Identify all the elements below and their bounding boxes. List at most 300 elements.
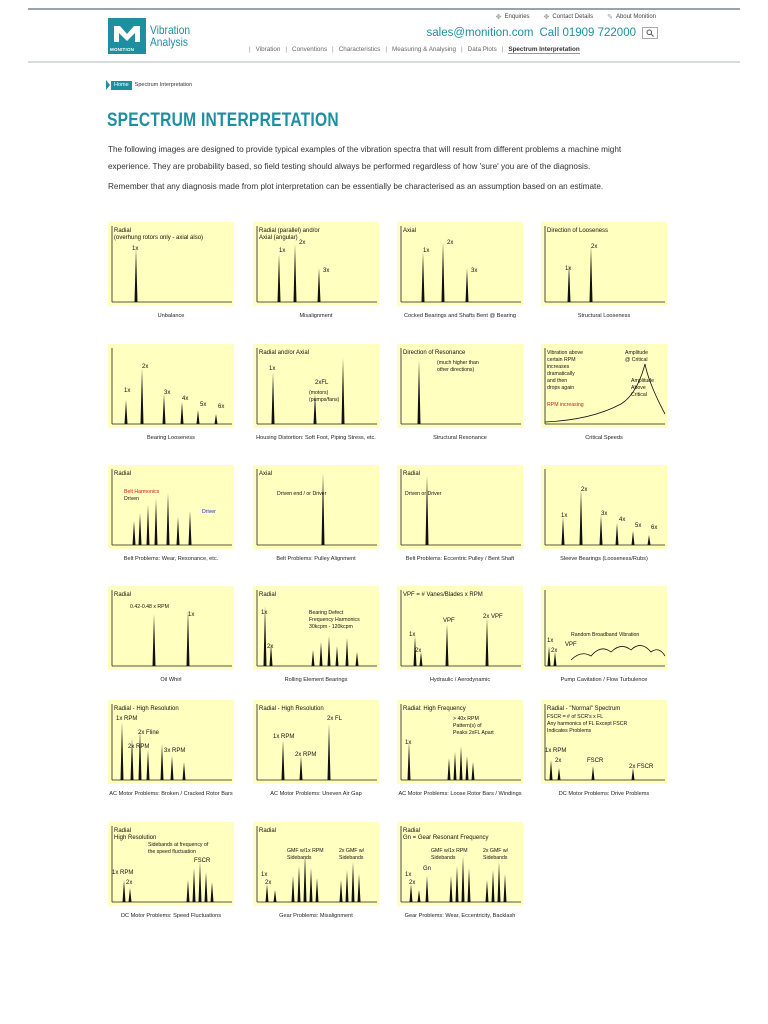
spectrum-peak (336, 646, 339, 666)
spectrum-plot-svg (108, 700, 234, 784)
spectrum-plot (253, 344, 379, 428)
peak-label: 2x (551, 648, 558, 654)
spectrum-plot (397, 222, 523, 306)
spectrum-plot (108, 344, 234, 428)
spectrum-peak (418, 890, 421, 902)
spectrum-peak (205, 872, 208, 902)
spectrum-caption: Oil Whirl (160, 677, 182, 683)
utility-links (496, 13, 656, 21)
plot-title: Gn = Gear Resonant Frequency (403, 835, 489, 841)
plot-annotation: Sidebands at frequency of (148, 842, 209, 848)
plot-annotation: and then (547, 378, 568, 384)
spectrum-peak (320, 642, 323, 666)
peak-label: 2x (591, 244, 598, 250)
spectrum-card-hydraulic-aerodynamic[interactable] (397, 586, 523, 684)
spectrum-plot-svg (108, 222, 234, 306)
peak-label: 2x (267, 644, 274, 650)
spectrum-peak (266, 884, 269, 902)
plot-annotation: Pattern(s) of (453, 723, 482, 729)
spectrum-plot (397, 344, 523, 428)
spectrum-peak (442, 242, 445, 302)
spectrum-plot-svg (253, 465, 379, 549)
spectrum-peak (135, 248, 138, 302)
peak-label: 1x (279, 248, 286, 254)
breadcrumb-home[interactable]: Home (111, 81, 132, 90)
peak-label: 3x (323, 268, 330, 274)
plot-annotation: Sidebands (339, 855, 364, 861)
plot-title: Radial (403, 828, 421, 834)
plot-title: Radial and/or Axial (259, 350, 310, 356)
peak-label: 1x (405, 740, 412, 746)
plot-annotation: Amplitude (631, 378, 655, 384)
nav-item-measuring-analysing[interactable]: Measuring & Analysing (391, 46, 457, 53)
plot-title: Axial (angular) (259, 235, 298, 241)
plot-annotation: Sidebands (431, 855, 456, 861)
peak-label: 2x (409, 880, 416, 886)
spectrum-peak (278, 254, 281, 302)
spectrum-peak (197, 410, 200, 424)
spectrum-peak (498, 862, 501, 902)
logo-mark-icon (108, 18, 146, 54)
spectrum-peak (420, 652, 423, 666)
spectrum-caption: Sleeve Bearings (Looseness/Rubs) (560, 556, 648, 562)
spectrum-card-dc-motor-problems-speed-fluctuations[interactable] (108, 822, 234, 920)
nav-separator: | (285, 46, 288, 53)
spectrum-card-gear-problems-wear-eccentricity-backlash[interactable] (397, 822, 523, 920)
nav-item-vibration[interactable]: Vibration (255, 46, 281, 53)
plot-annotation: the speed fluctuation (148, 849, 196, 855)
spectrum-plot-svg (108, 586, 234, 670)
spectrum-caption: Critical Speeds (585, 435, 623, 441)
peak-label: 2x (126, 880, 133, 886)
spectrum-card-unbalance[interactable] (108, 222, 234, 320)
spectrum-card-cocked-bearings-and-shafts-bent-bearing[interactable] (397, 222, 523, 320)
spectrum-plot-svg (108, 822, 234, 906)
spectrum-peak (340, 880, 343, 902)
plot-annotation: 0.42-0.48 x RPM (130, 604, 169, 610)
peak-label: 1x (124, 388, 131, 394)
nav-item-characteristics[interactable]: Characteristics (338, 46, 381, 53)
spectrum-peak (312, 650, 315, 666)
spectrum-plot-svg (253, 344, 379, 428)
spectrum-peak (133, 521, 136, 545)
spectrum-peak (298, 866, 301, 902)
intro-text (108, 142, 656, 196)
breadcrumb (106, 80, 192, 90)
main-nav (244, 46, 580, 54)
spectrum-peak (486, 880, 489, 902)
spectrum-plot-svg (541, 344, 667, 428)
spectrum-plot-svg (397, 465, 523, 549)
breadcrumb-arrow-icon (106, 80, 110, 90)
phone-number: Call 01909 722000 (539, 27, 636, 39)
plot-annotation: increases (547, 364, 570, 370)
plot-annotation: (pumps/fans) (309, 397, 340, 403)
spectrum-plot (253, 586, 379, 670)
spectrum-card-belt-problems-pulley-alignment[interactable] (253, 465, 379, 563)
nav-item-data-plots[interactable]: Data Plots (467, 46, 497, 53)
spectrum-peak (328, 724, 331, 780)
intro-paragraph-2: Remember that any diagnosis made from plot interpretation can be essentially be characterised as an assumption based on an estimate. (108, 182, 604, 191)
spectrum-peak (181, 402, 184, 424)
peak-label: 2x (142, 364, 149, 370)
utility-label: Contact Details (552, 14, 594, 20)
spectrum-peak (454, 752, 457, 780)
utility-link-enquiries[interactable] (496, 13, 530, 21)
logo-line-2: Analysis (150, 35, 188, 49)
spectrum-plot (397, 586, 523, 670)
spectrum-peak (462, 856, 465, 902)
spectrum-peak (460, 746, 463, 780)
spectrum-peak (187, 610, 190, 666)
plot-annotation: Amplitude (625, 350, 649, 356)
spectrum-peak (199, 862, 202, 902)
plot-annotation: Driven end / or Driver (277, 491, 327, 497)
plot-title: (overhung rotors only - axial also) (114, 235, 204, 241)
spectrum-peak (272, 372, 275, 424)
plot-annotation: other directions) (437, 367, 475, 373)
peak-label: 1x (261, 872, 268, 878)
page-title: SPECTRUM INTERPRETATION (107, 110, 339, 131)
plot-annotation: RPM increasing (547, 402, 584, 408)
plot-title: Radial (114, 471, 132, 477)
peak-label: FSCR (587, 758, 604, 764)
spectrum-card-belt-problems-eccentric-pulley-bent-shaft[interactable] (397, 465, 523, 563)
spectrum-card-rolling-element-bearings[interactable] (253, 586, 379, 684)
spectrum-caption: Unbalance (157, 313, 185, 319)
spectrum-peak (466, 756, 469, 780)
peak-label: 2x Fline (138, 730, 160, 736)
spectrum-peak (448, 758, 451, 780)
plot-annotation: Sidebands (483, 855, 508, 861)
peak-label: 1x (423, 248, 430, 254)
spectrum-card-structural-looseness[interactable] (541, 222, 667, 320)
search-icon (646, 29, 654, 37)
plot-annotation: GMF w/1x RPM (287, 848, 324, 854)
spectrum-peak (558, 768, 561, 780)
peak-label: 2x FL (327, 716, 343, 722)
peak-label: 3x RPM (164, 748, 186, 754)
spectrum-peak (282, 740, 285, 780)
peak-label: 4x (619, 517, 626, 523)
peak-label: 6x (218, 404, 225, 410)
spectrum-peak (346, 638, 349, 666)
spectrum-peak (147, 505, 150, 545)
peak-label: 2x (555, 758, 562, 764)
peak-label: 2x (415, 648, 422, 654)
spectrum-peak (550, 760, 553, 780)
spectrum-plot-svg (397, 586, 523, 670)
plot-annotation: 2x GMF w/ (339, 848, 365, 854)
spectrum-plot-svg (397, 700, 523, 784)
spectrum-peak (171, 756, 174, 780)
spectrum-peak (466, 268, 469, 302)
peak-label: 2x (265, 880, 272, 886)
spectrum-peak (318, 268, 321, 302)
spectrum-plot (108, 222, 234, 306)
peak-label: 1x (409, 632, 416, 638)
plot-title: Axial (259, 471, 273, 477)
spectrum-peak (418, 360, 421, 424)
spectrum-peak (356, 652, 359, 666)
spectrum-plot-svg (253, 700, 379, 784)
globe-icon: ✥ (543, 14, 550, 21)
plot-annotation: Vibration above (547, 350, 583, 356)
plot-annotation: FSCR = # of SCR's x FL (547, 714, 604, 720)
spectrum-card-critical-speeds[interactable] (541, 344, 667, 442)
plot-annotation: Driven (124, 496, 139, 502)
spectrum-caption: AC Motor Problems: Broken / Cracked Rotor Bars (109, 791, 233, 797)
spectrum-peak (592, 766, 595, 780)
search-button[interactable] (642, 27, 658, 39)
spectrum-caption: Housing Distortion: Soft Foot, Piping Stress, etc. (256, 435, 376, 441)
spectrum-peak (322, 473, 325, 545)
plot-title: Radial - High Resolution (114, 706, 179, 712)
peak-label: 2xFL (315, 380, 329, 386)
spectrum-plot (397, 700, 523, 784)
plot-annotation: Driver (202, 509, 216, 515)
plot-title: High Resolution (114, 835, 157, 841)
plot-annotation: > 40x RPM (453, 716, 479, 722)
plot-title: Direction of Looseness (547, 228, 609, 234)
plot-title: Radial - High Resolution (259, 706, 324, 712)
peak-label: VPF (565, 642, 577, 648)
spectrum-peak (304, 854, 307, 902)
peak-label: VPF (443, 618, 455, 624)
logo-mark-word: MONITION (110, 47, 135, 52)
spectrum-plot-svg (541, 586, 667, 670)
peak-label: 1x (547, 638, 554, 644)
spectrum-peak (193, 868, 196, 902)
header-bottom-rule (28, 61, 740, 63)
spectrum-peak (426, 475, 429, 545)
plot-annotation: (motors) (309, 390, 329, 396)
plot-annotation: 30kcpm - 120kcpm (309, 624, 353, 630)
spectrum-plot (397, 822, 523, 906)
utility-label: About Monition (615, 14, 656, 20)
logo-text (150, 24, 190, 48)
plot-annotation: Bearing Defect (309, 610, 344, 616)
plot-title: Direction of Resonance (403, 350, 466, 356)
plot-annotation: Peaks 2xFL Apart (453, 730, 494, 736)
breadcrumb-current: Spectrum Interpretation (134, 82, 193, 88)
spectrum-peak (426, 876, 429, 902)
spectrum-card-structural-resonance[interactable] (397, 344, 523, 442)
peak-label: 2x (447, 240, 454, 246)
peak-label: 1x (561, 513, 568, 519)
spectrum-caption: Gear Problems: Misalignment (279, 913, 353, 919)
plot-title: Radial (259, 828, 277, 834)
spectrum-plot-svg (397, 344, 523, 428)
peak-label: 2x RPM (128, 744, 150, 750)
spectrum-peak (422, 252, 425, 302)
spectrum-peak (300, 756, 303, 780)
utility-label: Enquiries (504, 14, 530, 20)
spectrum-peak (472, 762, 475, 780)
peak-label: 6x (651, 525, 658, 531)
spectrum-peak (139, 513, 142, 545)
spectrum-plot (541, 700, 667, 784)
spectrum-plot-svg (541, 700, 667, 784)
plot-annotation: dramatically (547, 371, 575, 377)
spectrum-caption: AC Motor Problems: Loose Rotor Bars / Windings (398, 791, 522, 797)
spectrum-plot-svg (397, 222, 523, 306)
peak-label: 2x FSCR (629, 764, 654, 770)
peak-label: 1x (132, 246, 139, 252)
plot-annotation: Driven or Driver (405, 491, 442, 497)
spectrum-card-belt-problems-wear-resonance-etc[interactable] (108, 465, 234, 563)
peak-label: 1x (405, 872, 412, 878)
spectrum-caption: Belt Problems: Wear, Resonance, etc. (123, 556, 219, 562)
spectrum-peak (328, 636, 331, 666)
peak-label: 2x (581, 487, 588, 493)
spectrum-peak (187, 880, 190, 902)
spectrum-plot (108, 465, 234, 549)
plot-annotation: Above (631, 385, 646, 391)
spectrum-caption: Bearing Looseness (147, 435, 195, 441)
spectrum-plot-svg (541, 465, 667, 549)
spectrum-peak (600, 515, 603, 545)
peak-label: 3x (601, 511, 608, 517)
nav-item-conventions[interactable]: Conventions (292, 46, 328, 53)
peak-label: 2x (299, 240, 306, 246)
plot-annotation: Frequency Harmonics (309, 617, 360, 623)
spectrum-card-gear-problems-misalignment[interactable] (253, 822, 379, 920)
plot-annotation: Indicates Problems (547, 728, 592, 734)
plot-annotation: Random Broadband Vibration (571, 632, 640, 638)
plot-annotation: drops again (547, 385, 575, 391)
spectrum-caption: Belt Problems: Pulley Alignment (276, 556, 356, 562)
spectrum-peak (504, 874, 507, 902)
plot-annotation: (much higher than (437, 360, 479, 366)
spectrum-caption: Hydraulic / Aerodynamic (429, 677, 491, 683)
spectrum-plot-svg (253, 586, 379, 670)
spectrum-card-ac-motor-problems-uneven-air-gap[interactable] (253, 700, 379, 798)
spectrum-plot (108, 700, 234, 784)
spectrum-plot (541, 344, 667, 428)
site-header (28, 10, 740, 62)
plot-title: Radial (114, 828, 132, 834)
spectrum-peak (450, 876, 453, 902)
spectrum-card-ac-motor-problems-broken-cracked-rotor-bars[interactable] (108, 700, 234, 798)
spectrum-peak (346, 870, 349, 902)
spectrum-card-bearing-looseness[interactable] (108, 344, 234, 442)
spectrum-plot-svg (253, 222, 379, 306)
spectrum-plot (253, 822, 379, 906)
nav-separator: | (461, 46, 463, 53)
spectrum-plot (108, 822, 234, 906)
spectrum-caption: Rolling Element Bearings (284, 677, 348, 683)
utility-link-contact[interactable] (544, 13, 594, 21)
spectrum-caption: Belt Problems: Eccentric Pulley / Bent Shaft (405, 556, 515, 562)
spectrum-plot (253, 465, 379, 549)
spectrum-peak (129, 888, 132, 902)
spectrum-peak (316, 878, 319, 902)
peak-label: 3x (164, 390, 171, 396)
spectrum-peak (167, 493, 170, 545)
utility-link-about[interactable] (607, 13, 656, 21)
plot-title: Radial (114, 592, 132, 598)
peak-label: 1x RPM (116, 716, 138, 722)
peak-label: 1x (261, 610, 268, 616)
spectrum-card-housing-distortion-soft-foot-piping-stress-etc[interactable] (253, 344, 379, 442)
spectrum-plot (541, 586, 667, 670)
peak-label: 5x (635, 523, 642, 529)
spectrum-peak (456, 866, 459, 902)
spectrum-peak (580, 489, 583, 545)
site-logo[interactable] (108, 18, 197, 54)
plot-annotation: Critical (631, 392, 647, 398)
peak-label: 1x RPM (545, 748, 567, 754)
peak-label: 1x (565, 266, 572, 272)
spectrum-card-ac-motor-problems-loose-rotor-bars-windings[interactable] (397, 700, 523, 798)
spectrum-peak (183, 762, 186, 780)
spectrum-plot (541, 222, 667, 306)
logo-line-1: Vibration (150, 23, 191, 37)
nav-separator: | (332, 46, 334, 53)
peak-label: 2x VPF (483, 614, 503, 620)
spectrum-peak (163, 394, 166, 424)
spectrum-plot (253, 222, 379, 306)
plot-annotation: @ Critical (625, 357, 648, 363)
peak-label: Gn (423, 866, 432, 872)
peak-label: FSCR (194, 858, 211, 864)
spectrum-peak (410, 884, 413, 902)
spectrum-caption: Structural Looseness (577, 313, 631, 319)
plot-annotation: Sidebands (287, 855, 312, 861)
plot-annotation: 2x GMF w/ (483, 848, 509, 854)
spectrum-plot-svg (397, 822, 523, 906)
plot-title: Radial (parallel) and/or (259, 228, 320, 234)
spectrum-plot-svg (108, 344, 234, 428)
spectrum-plot-svg (541, 222, 667, 306)
spectrum-peak (121, 722, 124, 780)
peak-label: 5x (200, 402, 207, 408)
peak-label: 1x RPM (273, 734, 295, 740)
nav-item-spectrum-interpretation[interactable]: Spectrum Interpretation (508, 46, 580, 53)
nav-separator: | (385, 46, 387, 53)
spectrum-peak (139, 730, 142, 780)
spectrum-peak (446, 624, 449, 666)
spectrum-peak (310, 868, 313, 902)
spectrum-card-dc-motor-problems-drive-problems[interactable] (541, 700, 667, 798)
peak-label: 2x RPM (295, 752, 317, 758)
spectrum-peak (632, 531, 635, 545)
broadband-curve (571, 645, 665, 660)
spectrum-card-misalignment[interactable] (253, 222, 379, 320)
spectrum-plot-svg (253, 822, 379, 906)
peak-label: 1x (269, 366, 276, 372)
plot-title: Radial (403, 471, 421, 477)
peak-label: 1x (188, 612, 195, 618)
spectrum-peak (147, 750, 150, 780)
spectrum-card-pump-cavitation-flow-turbulence[interactable] (541, 586, 667, 684)
peak-label: 4x (182, 396, 189, 402)
spectrum-caption: Pump Cavitation / Flow Turbulence (560, 677, 648, 683)
spectrum-plot (541, 465, 667, 549)
spectrum-plot (253, 700, 379, 784)
plot-annotation: certain RPM (547, 357, 576, 363)
peak-label: 1x RPM (112, 870, 134, 876)
spectrum-peak (352, 862, 355, 902)
plot-title: Radial (114, 228, 132, 234)
spectrum-caption: Structural Resonance (433, 435, 487, 441)
spectrum-peak (590, 246, 593, 302)
email-link[interactable]: sales@monition.com (426, 27, 534, 39)
spectrum-card-sleeve-bearings-looseness-rubs[interactable] (541, 465, 667, 563)
plot-title: Radial (259, 592, 277, 598)
spectrum-card-oil-whirl[interactable] (108, 586, 234, 684)
